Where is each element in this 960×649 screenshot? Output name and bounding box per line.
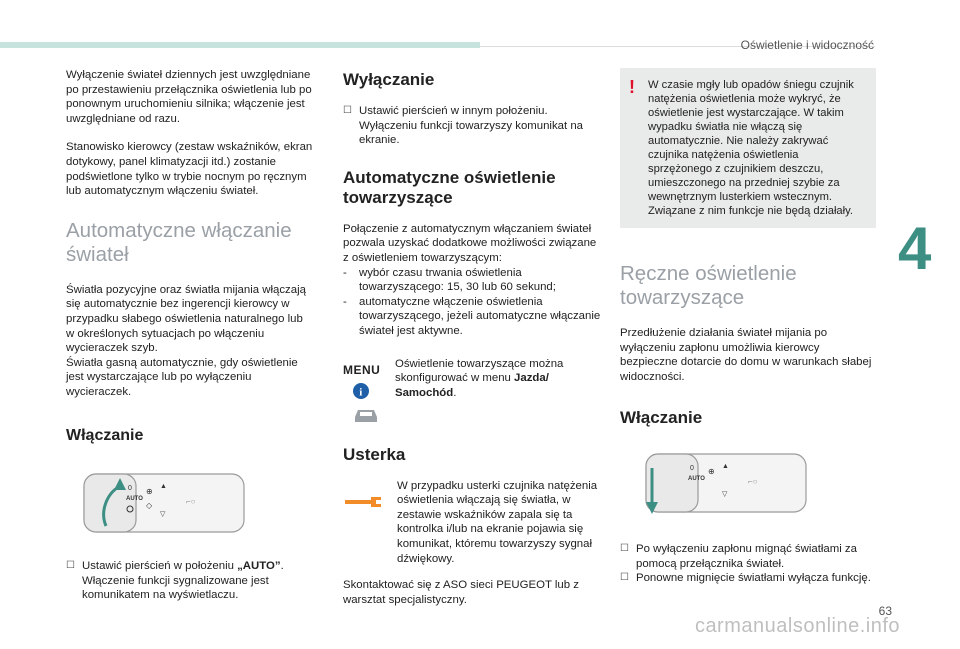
column-middle — [343, 68, 605, 607]
paragraph-contact: Skontaktować się z ASO sieci PEUGEOT lub z warsztat specjalistyczny. — [343, 579, 579, 606]
svg-text:▽: ▽ — [160, 510, 166, 518]
zero-label: 0 — [128, 484, 132, 492]
bullet-deactivate: ☐ Ustawić pierścień w innym położeniu. Wyłączeniu funkcji towarzyszy komunikat na ekranie. — [343, 105, 583, 147]
checkbox-bullet-icon: ☐ — [343, 105, 352, 116]
paragraph-follow-me: Połączenie z automatycznym włączaniem świateł pozwala uzyskać dodatkowe możliwości związane z oświetleniem towarzyszącym: — [343, 222, 597, 264]
heading-manual-follow: Ręczne oświetlenie towarzyszące — [620, 262, 797, 309]
svg-text:▽: ▽ — [722, 491, 728, 499]
auto-label: AUTO — [126, 495, 143, 502]
info-box-menu: MENU i Oświetlenie towarzyszące można skonfigurować w menu Jazda/ Samochód. — [343, 357, 605, 427]
bullet-flash-on: ☐ Po wyłączeniu zapłonu mignąć światłami za pomocą przełącznika świateł. — [620, 542, 857, 570]
heading-auto-lights: Automatyczne włączanie świateł — [66, 218, 292, 266]
watermark: carmanualsonline.info — [694, 615, 900, 637]
bullet-flash-off: ☐ Ponowne mignięcie światłami wyłącza funkcję. — [620, 572, 871, 585]
paragraph-auto-off: Światła gasną automatycznie, gdy oświetlenie jest wystarczające lub po wyłączeniu wycieraczek. — [66, 356, 298, 398]
exclamation-icon: ! — [629, 77, 635, 97]
svg-text:◇: ◇ — [146, 500, 153, 510]
page-number: 63 — [878, 604, 892, 618]
paragraph-auto-on: Światła pozycyjne oraz światła mijania włączają się automatycznie bez ingerencji kierowcy w przypadku słabego oświetlenia naturalnego lub w określonych sytuacjach po włączeniu wycieraczek szyb. — [66, 283, 306, 355]
heading-activation: Włączanie — [66, 426, 144, 444]
warning-box: ! W czasie mgły lub opadów śniegu czujnik natężenia oświetlenia może wykryć, że oświetlenie jest wystarczające. W takim wypadku światła nie włączą się automatycznie. Nie należy zakrywać czujnika natężenia oświetlenia sprzężonego z czujnikiem deszczu, umieszczonego na przedniej szybie za wewnętrznym lusterkiem wstecznym. Związane z nim funkcje nie będą działały. — [620, 68, 876, 228]
car-icon — [351, 405, 381, 425]
paragraph-daylights: Wyłączenie świateł dziennych jest uwzględniane po przestawieniu przełącznika oświetlenia lub po ponownym uruchomieniu silnika; włączenie jest uwzględniane od razu. — [66, 69, 312, 125]
fault-block — [343, 479, 605, 567]
heading-fault: Usterka — [343, 444, 406, 464]
svg-text:▲: ▲ — [160, 482, 167, 490]
column-left — [66, 68, 314, 603]
dash-item-duration: - wybór czasu trwania oświetlenia towarzyszącego: 15, 30 lub 60 sekund; — [343, 266, 556, 294]
svg-text:▲: ▲ — [722, 463, 729, 471]
svg-text:⊕: ⊕ — [146, 486, 153, 496]
svg-text:⊕: ⊕ — [708, 467, 715, 477]
fault-text: W przypadku usterki czujnika natężenia oświetlenia włączają się światła, w zestawie wskaźników zapala się ta kontrolka i/lub na ekranie pojawia się komunikat, któremu towarzyszy sygnał dźwiękowy. — [397, 479, 598, 565]
column-right — [620, 68, 876, 586]
checkbox-bullet-icon: ☐ — [620, 572, 629, 584]
chapter-number: 4 — [898, 215, 932, 282]
menu-label: MENU — [343, 362, 381, 377]
svg-text:AUTO: AUTO — [688, 476, 705, 483]
header-accent-bar — [0, 42, 480, 48]
info-icon — [353, 383, 369, 399]
svg-text:0: 0 — [690, 465, 694, 473]
checkbox-bullet-icon: ☐ — [66, 560, 75, 572]
heading-activation-right: Włączanie — [620, 408, 703, 428]
svg-text:⌐○: ⌐○ — [748, 477, 758, 487]
heading-deactivation: Wyłączanie — [343, 70, 435, 89]
light-switch-auto-illustration — [76, 464, 246, 539]
svg-text:i: i — [359, 386, 363, 399]
heading-follow-me: Automatyczne oświetlenie towarzyszące — [343, 167, 556, 207]
checkbox-bullet-icon: ☐ — [620, 542, 629, 554]
light-switch-flash-illustration — [638, 446, 808, 521]
bullet-set-auto: ☐ Ustawić pierścień w położeniu „AUTO”. Włączenie funkcji sygnalizowane jest komunikatem na wyświetlaczu. — [66, 560, 284, 602]
paragraph-backlight: Stanowisko kierowcy (zestaw wskaźników, ekran dotykowy, panel klimatyzacji itd.) zostanie podświetlone tylko w trybie nocnym po ręcznym lub automatycznym włączeniu świateł. — [66, 141, 313, 198]
dash-item-auto: - automatyczne włączenie oświetlenia towarzyszącego, jeżeli automatyczne włączanie świateł jest aktywne. — [343, 295, 601, 337]
svg-text:⌐○: ⌐○ — [186, 496, 196, 506]
section-title: Oświetlenie i widoczność — [740, 38, 874, 52]
wrench-icon — [343, 495, 383, 509]
paragraph-manual: Przedłużenie działania świateł mijania po wyłączeniu zapłonu umożliwia kierowcy bezpieczne dotarcie do domu w warunkach słabej widoczności. — [620, 327, 872, 383]
